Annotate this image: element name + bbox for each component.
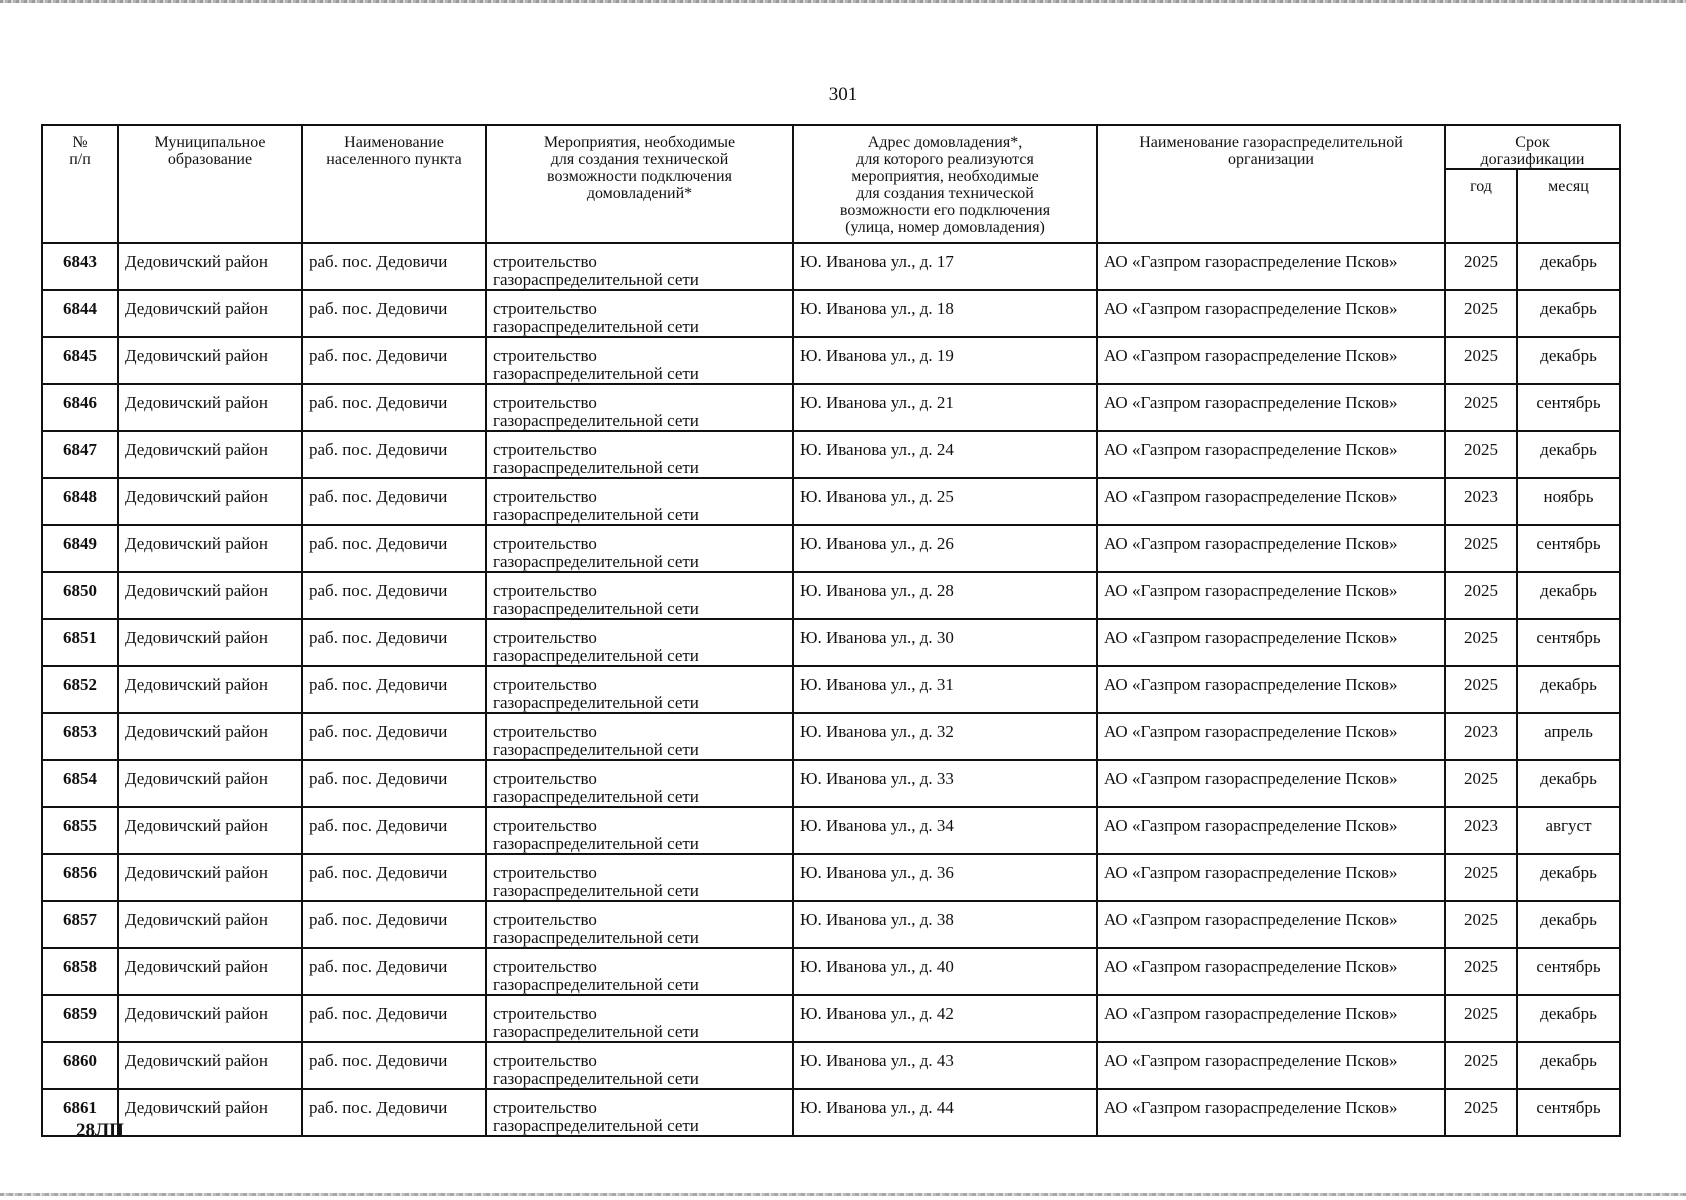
cell-month: декабрь xyxy=(1517,431,1620,478)
cell-organization: АО «Газпром газораспределение Псков» xyxy=(1097,807,1445,854)
cell-organization: АО «Газпром газораспределение Псков» xyxy=(1097,713,1445,760)
cell-year: 2025 xyxy=(1445,431,1517,478)
cell-organization: АО «Газпром газораспределение Псков» xyxy=(1097,901,1445,948)
cell-num: 6843 xyxy=(42,243,118,290)
cell-year: 2025 xyxy=(1445,854,1517,901)
table-row xyxy=(42,619,1620,666)
cell-month: декабрь xyxy=(1517,901,1620,948)
cell-measures: строительство газораспределительной сети xyxy=(486,948,793,995)
cell-settlement: раб. пос. Дедовичи xyxy=(302,901,486,948)
cell-settlement: раб. пос. Дедовичи xyxy=(302,384,486,431)
table-row xyxy=(42,572,1620,619)
gasification-table xyxy=(41,124,1621,1137)
cell-address: Ю. Иванова ул., д. 26 xyxy=(793,525,1097,572)
cell-settlement: раб. пос. Дедовичи xyxy=(302,666,486,713)
header-year: год xyxy=(1445,169,1517,243)
cell-municipality: Дедовичский район xyxy=(118,1089,302,1136)
table-row xyxy=(42,760,1620,807)
cell-settlement: раб. пос. Дедовичи xyxy=(302,290,486,337)
table-row xyxy=(42,290,1620,337)
table-row xyxy=(42,807,1620,854)
cell-settlement: раб. пос. Дедовичи xyxy=(302,1042,486,1089)
cell-month: сентябрь xyxy=(1517,525,1620,572)
cell-year: 2025 xyxy=(1445,995,1517,1042)
header-measures: Мероприятия, необходимые для создания технической возможности подключения домовладений* xyxy=(486,125,793,243)
cell-month: сентябрь xyxy=(1517,1089,1620,1136)
cell-measures: строительство газораспределительной сети xyxy=(486,525,793,572)
cell-organization: АО «Газпром газораспределение Псков» xyxy=(1097,948,1445,995)
cell-measures: строительство газораспределительной сети xyxy=(486,243,793,290)
header-address: Адрес домовладения*, для которого реализуются мероприятия, необходимые для создания технической возможности его подключения (улица, номер домовладения) xyxy=(793,125,1097,243)
cell-municipality: Дедовичский район xyxy=(118,995,302,1042)
cell-measures: строительство газораспределительной сети xyxy=(486,572,793,619)
cell-address: Ю. Иванова ул., д. 21 xyxy=(793,384,1097,431)
cell-address: Ю. Иванова ул., д. 28 xyxy=(793,572,1097,619)
header-month: месяц xyxy=(1517,169,1620,243)
cell-organization: АО «Газпром газораспределение Псков» xyxy=(1097,760,1445,807)
cell-num: 6859 xyxy=(42,995,118,1042)
cell-municipality: Дедовичский район xyxy=(118,384,302,431)
cell-settlement: раб. пос. Дедовичи xyxy=(302,995,486,1042)
scan-edge-bottom xyxy=(0,1193,1686,1196)
table-row xyxy=(42,1089,1620,1136)
cell-year: 2025 xyxy=(1445,619,1517,666)
cell-address: Ю. Иванова ул., д. 30 xyxy=(793,619,1097,666)
cell-month: декабрь xyxy=(1517,337,1620,384)
cell-year: 2025 xyxy=(1445,901,1517,948)
cell-num: 6858 xyxy=(42,948,118,995)
cell-municipality: Дедовичский район xyxy=(118,619,302,666)
cell-settlement: раб. пос. Дедовичи xyxy=(302,525,486,572)
cell-measures: строительство газораспределительной сети xyxy=(486,901,793,948)
table-row xyxy=(42,995,1620,1042)
cell-measures: строительство газораспределительной сети xyxy=(486,1042,793,1089)
cell-settlement: раб. пос. Дедовичи xyxy=(302,619,486,666)
cell-municipality: Дедовичский район xyxy=(118,1042,302,1089)
cell-measures: строительство газораспределительной сети xyxy=(486,760,793,807)
cell-settlement: раб. пос. Дедовичи xyxy=(302,760,486,807)
cell-organization: АО «Газпром газораспределение Псков» xyxy=(1097,525,1445,572)
cell-month: декабрь xyxy=(1517,572,1620,619)
cell-organization: АО «Газпром газораспределение Псков» xyxy=(1097,854,1445,901)
cell-organization: АО «Газпром газораспределение Псков» xyxy=(1097,337,1445,384)
cell-settlement: раб. пос. Дедовичи xyxy=(302,713,486,760)
cell-municipality: Дедовичский район xyxy=(118,290,302,337)
footer-code: 28ЛП xyxy=(76,1120,124,1141)
cell-measures: строительство газораспределительной сети xyxy=(486,431,793,478)
cell-num: 6861 xyxy=(42,1089,118,1136)
cell-num: 6853 xyxy=(42,713,118,760)
cell-num: 6856 xyxy=(42,854,118,901)
cell-settlement: раб. пос. Дедовичи xyxy=(302,431,486,478)
cell-organization: АО «Газпром газораспределение Псков» xyxy=(1097,666,1445,713)
cell-year: 2025 xyxy=(1445,384,1517,431)
cell-organization: АО «Газпром газораспределение Псков» xyxy=(1097,995,1445,1042)
header-term: Срок догазификации xyxy=(1445,125,1620,169)
cell-num: 6855 xyxy=(42,807,118,854)
cell-measures: строительство газораспределительной сети xyxy=(486,713,793,760)
cell-municipality: Дедовичский район xyxy=(118,431,302,478)
cell-year: 2025 xyxy=(1445,243,1517,290)
cell-measures: строительство газораспределительной сети xyxy=(486,478,793,525)
table-body xyxy=(42,243,1620,1136)
table-row xyxy=(42,431,1620,478)
cell-month: декабрь xyxy=(1517,666,1620,713)
cell-municipality: Дедовичский район xyxy=(118,572,302,619)
table-row xyxy=(42,525,1620,572)
cell-address: Ю. Иванова ул., д. 44 xyxy=(793,1089,1097,1136)
cell-num: 6850 xyxy=(42,572,118,619)
cell-num: 6849 xyxy=(42,525,118,572)
table-header xyxy=(42,125,1620,243)
cell-organization: АО «Газпром газораспределение Псков» xyxy=(1097,243,1445,290)
cell-year: 2023 xyxy=(1445,478,1517,525)
cell-year: 2025 xyxy=(1445,948,1517,995)
cell-month: ноябрь xyxy=(1517,478,1620,525)
cell-year: 2023 xyxy=(1445,807,1517,854)
cell-year: 2023 xyxy=(1445,713,1517,760)
cell-month: август xyxy=(1517,807,1620,854)
cell-municipality: Дедовичский район xyxy=(118,525,302,572)
cell-num: 6857 xyxy=(42,901,118,948)
cell-address: Ю. Иванова ул., д. 17 xyxy=(793,243,1097,290)
cell-measures: строительство газораспределительной сети xyxy=(486,995,793,1042)
cell-month: декабрь xyxy=(1517,760,1620,807)
header-settlement: Наименование населенного пункта xyxy=(302,125,486,243)
cell-num: 6844 xyxy=(42,290,118,337)
table-row xyxy=(42,337,1620,384)
cell-num: 6851 xyxy=(42,619,118,666)
cell-year: 2025 xyxy=(1445,760,1517,807)
cell-measures: строительство газораспределительной сети xyxy=(486,1089,793,1136)
cell-month: декабрь xyxy=(1517,995,1620,1042)
cell-num: 6854 xyxy=(42,760,118,807)
header-num: № п/п xyxy=(42,125,118,243)
cell-municipality: Дедовичский район xyxy=(118,854,302,901)
table-row xyxy=(42,666,1620,713)
cell-num: 6846 xyxy=(42,384,118,431)
table-row xyxy=(42,243,1620,290)
cell-address: Ю. Иванова ул., д. 43 xyxy=(793,1042,1097,1089)
cell-measures: строительство газораспределительной сети xyxy=(486,666,793,713)
cell-municipality: Дедовичский район xyxy=(118,760,302,807)
cell-measures: строительство газораспределительной сети xyxy=(486,290,793,337)
cell-municipality: Дедовичский район xyxy=(118,901,302,948)
table-row xyxy=(42,478,1620,525)
scan-edge-top xyxy=(0,0,1686,3)
cell-month: декабрь xyxy=(1517,290,1620,337)
cell-measures: строительство газораспределительной сети xyxy=(486,337,793,384)
header-municipality: Муниципальное образование xyxy=(118,125,302,243)
cell-address: Ю. Иванова ул., д. 19 xyxy=(793,337,1097,384)
cell-municipality: Дедовичский район xyxy=(118,666,302,713)
cell-settlement: раб. пос. Дедовичи xyxy=(302,243,486,290)
cell-month: сентябрь xyxy=(1517,619,1620,666)
cell-organization: АО «Газпром газораспределение Псков» xyxy=(1097,431,1445,478)
cell-num: 6845 xyxy=(42,337,118,384)
cell-municipality: Дедовичский район xyxy=(118,807,302,854)
cell-month: сентябрь xyxy=(1517,384,1620,431)
cell-address: Ю. Иванова ул., д. 25 xyxy=(793,478,1097,525)
cell-organization: АО «Газпром газораспределение Псков» xyxy=(1097,1042,1445,1089)
cell-month: сентябрь xyxy=(1517,948,1620,995)
cell-municipality: Дедовичский район xyxy=(118,948,302,995)
cell-organization: АО «Газпром газораспределение Псков» xyxy=(1097,384,1445,431)
cell-municipality: Дедовичский район xyxy=(118,478,302,525)
cell-municipality: Дедовичский район xyxy=(118,243,302,290)
cell-address: Ю. Иванова ул., д. 31 xyxy=(793,666,1097,713)
cell-settlement: раб. пос. Дедовичи xyxy=(302,478,486,525)
cell-measures: строительство газораспределительной сети xyxy=(486,384,793,431)
cell-organization: АО «Газпром газораспределение Псков» xyxy=(1097,1089,1445,1136)
cell-address: Ю. Иванова ул., д. 18 xyxy=(793,290,1097,337)
cell-settlement: раб. пос. Дедовичи xyxy=(302,948,486,995)
table-row xyxy=(42,854,1620,901)
cell-address: Ю. Иванова ул., д. 42 xyxy=(793,995,1097,1042)
cell-month: декабрь xyxy=(1517,243,1620,290)
cell-measures: строительство газораспределительной сети xyxy=(486,807,793,854)
cell-settlement: раб. пос. Дедовичи xyxy=(302,854,486,901)
table-row xyxy=(42,384,1620,431)
table-row xyxy=(42,713,1620,760)
cell-organization: АО «Газпром газораспределение Псков» xyxy=(1097,619,1445,666)
cell-organization: АО «Газпром газораспределение Псков» xyxy=(1097,572,1445,619)
cell-year: 2025 xyxy=(1445,1089,1517,1136)
cell-month: декабрь xyxy=(1517,1042,1620,1089)
cell-organization: АО «Газпром газораспределение Псков» xyxy=(1097,478,1445,525)
cell-address: Ю. Иванова ул., д. 40 xyxy=(793,948,1097,995)
cell-month: апрель xyxy=(1517,713,1620,760)
cell-measures: строительство газораспределительной сети xyxy=(486,619,793,666)
cell-year: 2025 xyxy=(1445,572,1517,619)
cell-address: Ю. Иванова ул., д. 38 xyxy=(793,901,1097,948)
cell-settlement: раб. пос. Дедовичи xyxy=(302,337,486,384)
cell-year: 2025 xyxy=(1445,666,1517,713)
cell-measures: строительство газораспределительной сети xyxy=(486,854,793,901)
cell-settlement: раб. пос. Дедовичи xyxy=(302,572,486,619)
cell-municipality: Дедовичский район xyxy=(118,713,302,760)
cell-settlement: раб. пос. Дедовичи xyxy=(302,807,486,854)
page-number: 301 xyxy=(828,84,858,105)
cell-address: Ю. Иванова ул., д. 24 xyxy=(793,431,1097,478)
table-row xyxy=(42,901,1620,948)
cell-year: 2025 xyxy=(1445,1042,1517,1089)
cell-municipality: Дедовичский район xyxy=(118,337,302,384)
table-row xyxy=(42,1042,1620,1089)
cell-address: Ю. Иванова ул., д. 36 xyxy=(793,854,1097,901)
cell-settlement: раб. пос. Дедовичи xyxy=(302,1089,486,1136)
cell-num: 6847 xyxy=(42,431,118,478)
cell-num: 6852 xyxy=(42,666,118,713)
cell-address: Ю. Иванова ул., д. 33 xyxy=(793,760,1097,807)
cell-num: 6860 xyxy=(42,1042,118,1089)
table-row xyxy=(42,948,1620,995)
header-organization: Наименование газораспределительной организации xyxy=(1097,125,1445,243)
cell-organization: АО «Газпром газораспределение Псков» xyxy=(1097,290,1445,337)
cell-address: Ю. Иванова ул., д. 32 xyxy=(793,713,1097,760)
cell-year: 2025 xyxy=(1445,525,1517,572)
cell-year: 2025 xyxy=(1445,290,1517,337)
cell-year: 2025 xyxy=(1445,337,1517,384)
cell-num: 6848 xyxy=(42,478,118,525)
cell-address: Ю. Иванова ул., д. 34 xyxy=(793,807,1097,854)
cell-month: декабрь xyxy=(1517,854,1620,901)
